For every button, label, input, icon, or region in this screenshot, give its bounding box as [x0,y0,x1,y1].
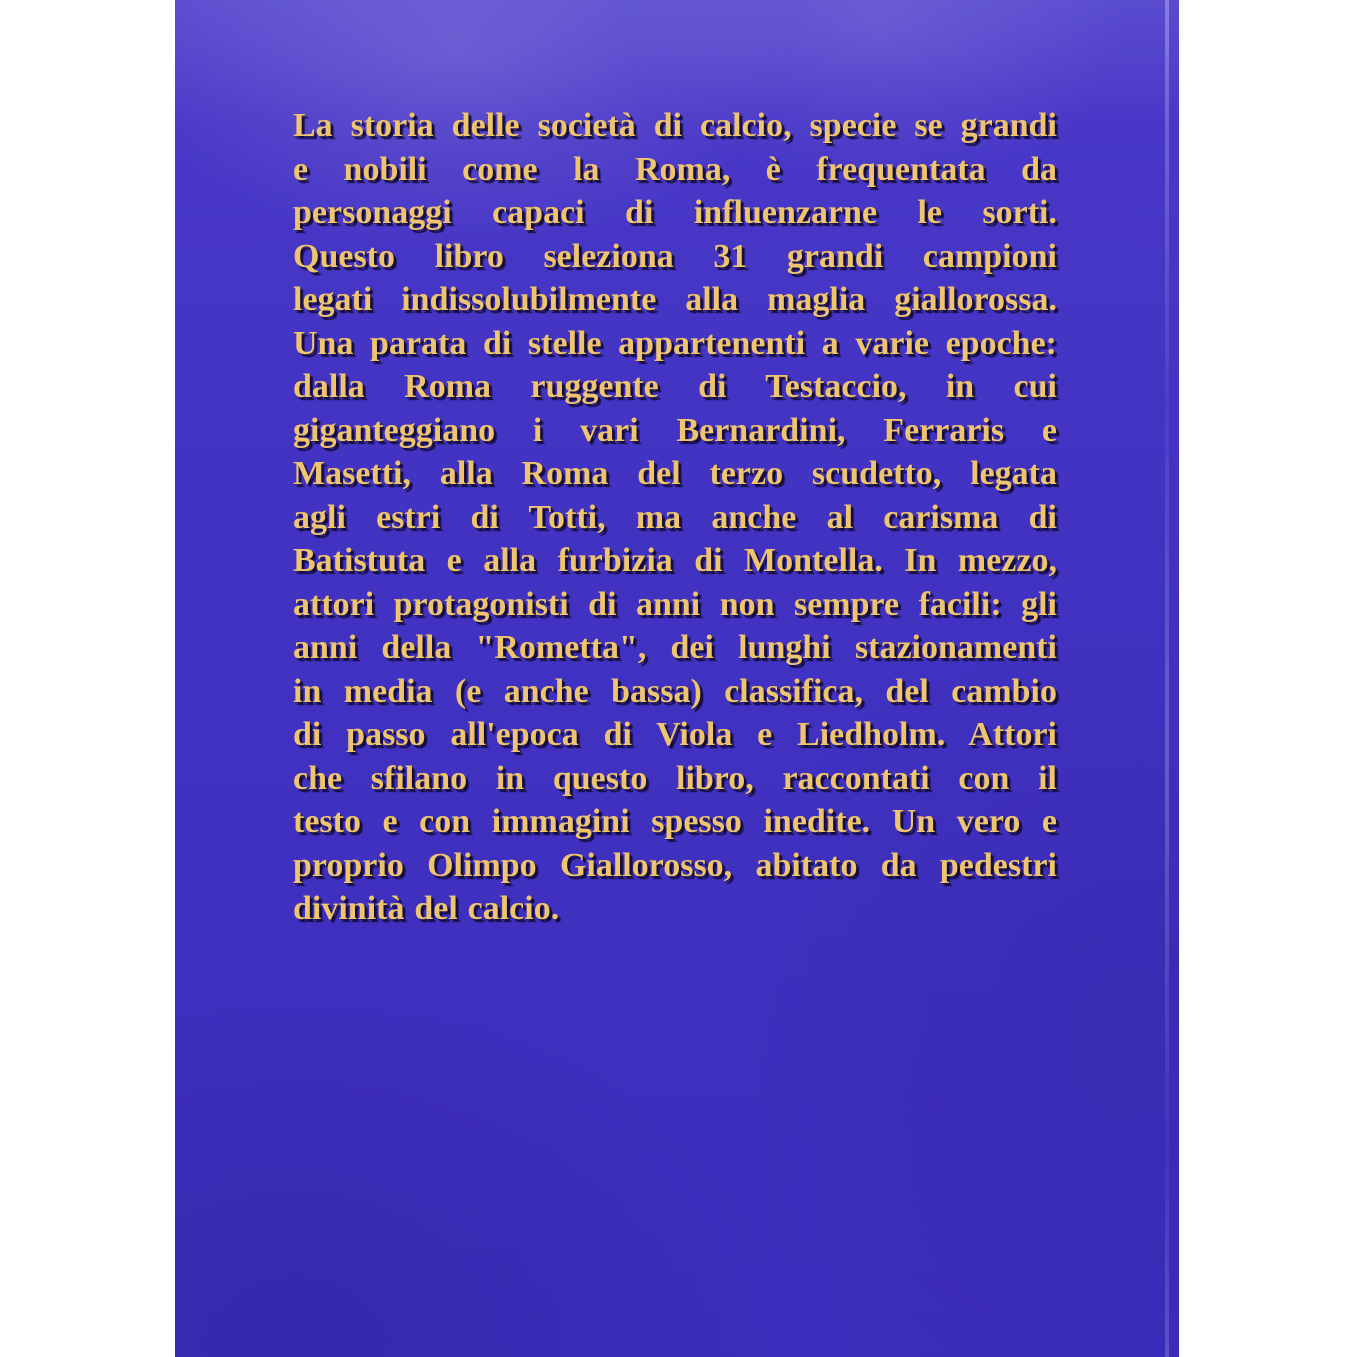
blurb-line: Masetti, alla Roma del terzo scudetto, legata [293,455,1057,492]
blurb-line: legati indissolubilmente alla maglia giallorossa. [293,281,1057,318]
blurb-line: Batistuta e alla furbizia di Montella. In mezzo, [293,542,1057,579]
book-back-cover [175,0,1179,1357]
blurb-line: giganteggiano i vari Bernardini, Ferraris e [293,411,1057,449]
blurb-line: dalla Roma ruggente di Testaccio, in cui [293,368,1057,405]
blurb-line: attori protagonisti di anni non sempre facili: gli [293,585,1057,623]
blurb-line: in media (e anche bassa) classifica, del cambio [293,672,1057,710]
blurb-line: Una parata di stelle appartenenti a varie epoche: [293,324,1057,362]
blurb-line: personaggi capaci di influenzarne le sorti. [293,194,1057,231]
blurb-line: La storia delle società di calcio, specie se grandi [293,107,1057,144]
blurb-line: agli estri di Totti, ma anche al carisma di [293,498,1057,536]
blurb-line: che sfilano in questo libro, raccontati con il [293,759,1057,797]
blurb-line: e nobili come la Roma, è frequentata da [293,150,1057,188]
blurb-text [293,104,1057,931]
blurb-line: di passo all'epoca di Viola e Liedholm. Attori [293,716,1057,753]
blurb-line: Questo libro seleziona 31 grandi campioni [293,237,1057,275]
blurb-line: proprio Olimpo Giallorosso, abitato da pedestri [293,846,1057,884]
blurb-line: testo e con immagini spesso inedite. Un vero e [293,803,1057,840]
blurb-line: anni della "Rometta", dei lunghi stazionamenti [293,629,1057,666]
blurb-line: divinità del calcio. [293,890,560,927]
